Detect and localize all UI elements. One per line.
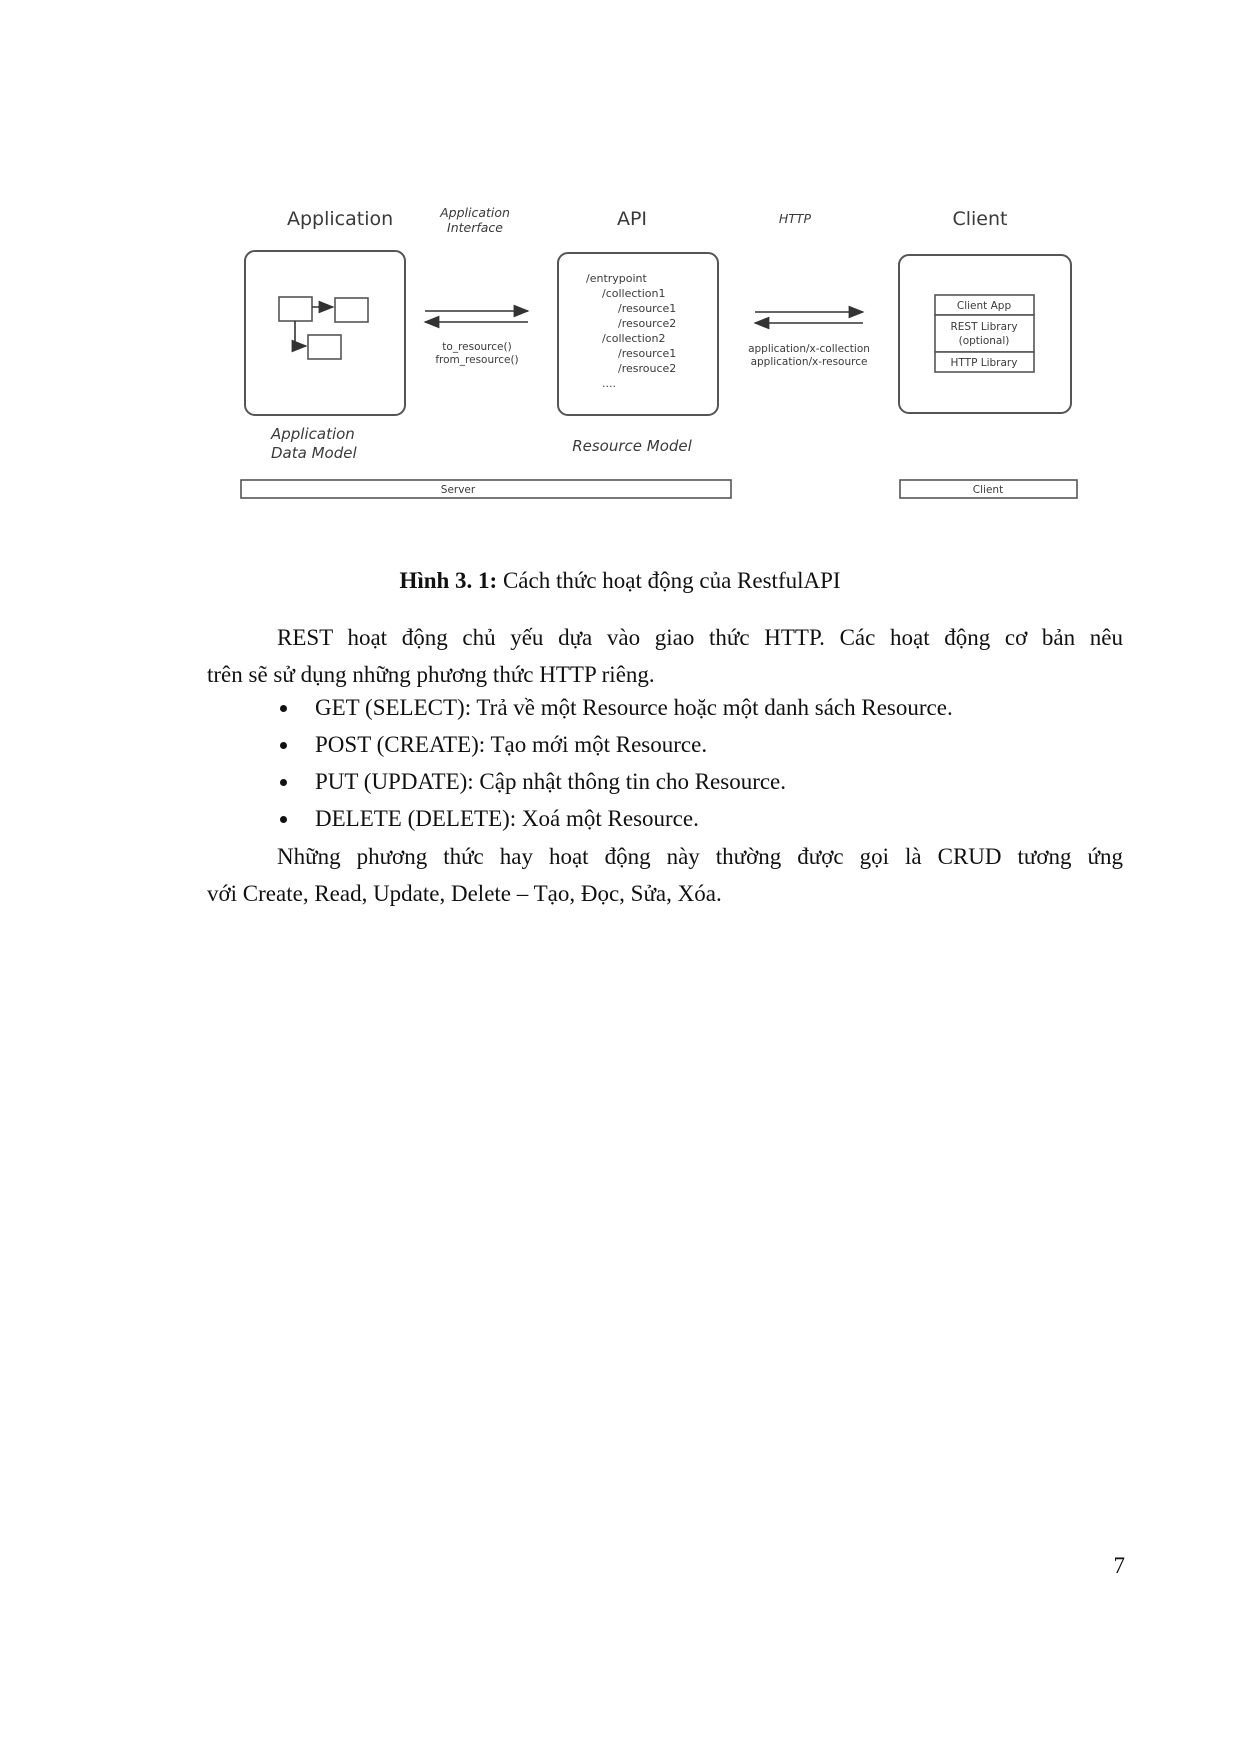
page-number: 7 xyxy=(1113,1553,1125,1578)
paragraph-1 xyxy=(207,619,1123,693)
api-title: API xyxy=(616,208,648,230)
diagram-canvas xyxy=(235,195,1095,515)
client-bar-label: Client xyxy=(972,484,1004,496)
server-bar xyxy=(241,480,731,498)
list-item xyxy=(207,689,1123,726)
paragraph-1-line-2: trên sẽ sử dụng những phương thức HTTP riêng. xyxy=(207,662,655,687)
media-type-collection: application/x-collection xyxy=(748,343,870,355)
caption-label: Hình 3. 1: xyxy=(399,568,498,593)
list-item xyxy=(207,726,1123,763)
app-node-3 xyxy=(308,335,341,359)
api-path-1: /entrypoint xyxy=(586,272,647,285)
api-path-2: /collection1 xyxy=(602,287,666,300)
api-path-4: /resource2 xyxy=(618,317,677,330)
paragraph-1-line-1: REST hoạt động chủ yếu dựa vào giao thức HTTP. Các hoạt động cơ bản nêu xyxy=(277,625,1123,650)
rest-library-optional-label: (optional) xyxy=(958,335,1010,347)
application-box xyxy=(245,251,405,415)
api-path-6: /resource1 xyxy=(618,347,677,360)
list-item xyxy=(207,800,1123,837)
bullet-icon xyxy=(280,742,287,749)
paragraph-2-line-2: với Create, Read, Update, Delete – Tạo, Đọc, Sửa, Xóa. xyxy=(207,881,722,906)
api-path-7: /resrouce2 xyxy=(618,362,677,375)
app-node-2 xyxy=(335,298,368,322)
bullet-icon xyxy=(280,816,287,823)
app-node-1 xyxy=(279,297,312,321)
rest-library-label: REST Library xyxy=(950,321,1018,333)
application-title: Application xyxy=(287,208,394,230)
http-methods-list xyxy=(207,689,1123,837)
list-item-text: POST (CREATE): Tạo mới một Resource. xyxy=(315,732,708,757)
caption-text: Cách thức hoạt động của RestfulAPI xyxy=(497,568,841,593)
conversion-to-resource: to_resource() xyxy=(442,341,512,353)
server-bar-label: Server xyxy=(440,484,476,496)
list-item-text: GET (SELECT): Trả về một Resource hoặc một danh sách Resource. xyxy=(315,695,953,720)
api-path-3: /resource1 xyxy=(618,302,677,315)
api-path-8: .... xyxy=(602,377,616,390)
api-path-5: /collection2 xyxy=(602,332,666,345)
client-app-label: Client App xyxy=(956,300,1012,312)
paragraph-2-line-1: Những phương thức hay hoạt động này thường được gọi là CRUD tương ứng xyxy=(277,844,1123,869)
list-item xyxy=(207,763,1123,800)
list-item-text: PUT (UPDATE): Cập nhật thông tin cho Resource. xyxy=(315,769,787,794)
http-library-label: HTTP Library xyxy=(950,357,1018,369)
figure-caption xyxy=(0,568,1240,594)
app-interface-label-2: Interface xyxy=(447,220,503,235)
bullet-icon xyxy=(280,779,287,786)
media-type-resource: application/x-resource xyxy=(750,356,868,368)
list-item-text: DELETE (DELETE): Xoá một Resource. xyxy=(315,806,699,831)
http-label: HTTP xyxy=(778,211,812,226)
resource-model-label: Resource Model xyxy=(572,437,692,455)
restful-api-diagram xyxy=(235,195,1095,515)
conversion-from-resource: from_resource() xyxy=(435,354,519,366)
app-data-model-label-2: Data Model xyxy=(271,444,357,462)
paragraph-2 xyxy=(207,838,1123,912)
app-data-model-label-1: Application xyxy=(271,425,355,443)
app-interface-label-1: Application xyxy=(440,205,510,220)
client-title: Client xyxy=(952,208,1008,230)
bullet-icon xyxy=(280,705,287,712)
